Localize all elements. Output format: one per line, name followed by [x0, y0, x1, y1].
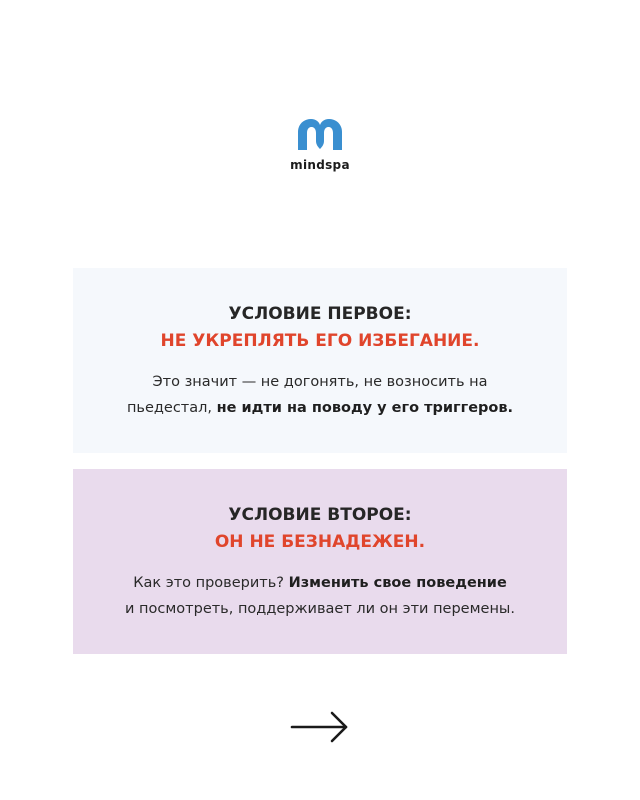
condition-card-second	[73, 469, 567, 654]
card-body-text: Как это проверить?	[133, 575, 289, 591]
brand-name: mindspa	[290, 158, 350, 172]
condition-card-first	[73, 268, 567, 453]
arrow-right-icon	[290, 710, 350, 744]
card-body-emphasis: Изменить свое поведение	[288, 575, 507, 591]
card-body	[73, 369, 567, 421]
card-body-emphasis: не идти на поводу у его триггеров.	[216, 400, 514, 416]
card-body-text: пьедестал,	[126, 400, 217, 416]
card-title: УСЛОВИЕ ПЕРВОЕ:	[228, 304, 412, 324]
card-title: УСЛОВИЕ ВТОРОЕ:	[228, 505, 412, 525]
card-subtitle: НЕ УКРЕПЛЯТЬ ЕГО ИЗБЕГАНИЕ.	[160, 331, 480, 351]
card-subtitle: ОН НЕ БЕЗНАДЕЖЕН.	[214, 532, 426, 552]
mindspa-logo-icon	[294, 116, 346, 152]
next-slide-button[interactable]	[290, 710, 350, 744]
card-body	[73, 570, 567, 622]
card-body-line: и посмотреть, поддерживает ли он эти перемены.	[125, 601, 515, 617]
card-body-line: Это значит — не догонять, не возносить на	[152, 374, 488, 390]
brand-logo	[0, 116, 640, 172]
